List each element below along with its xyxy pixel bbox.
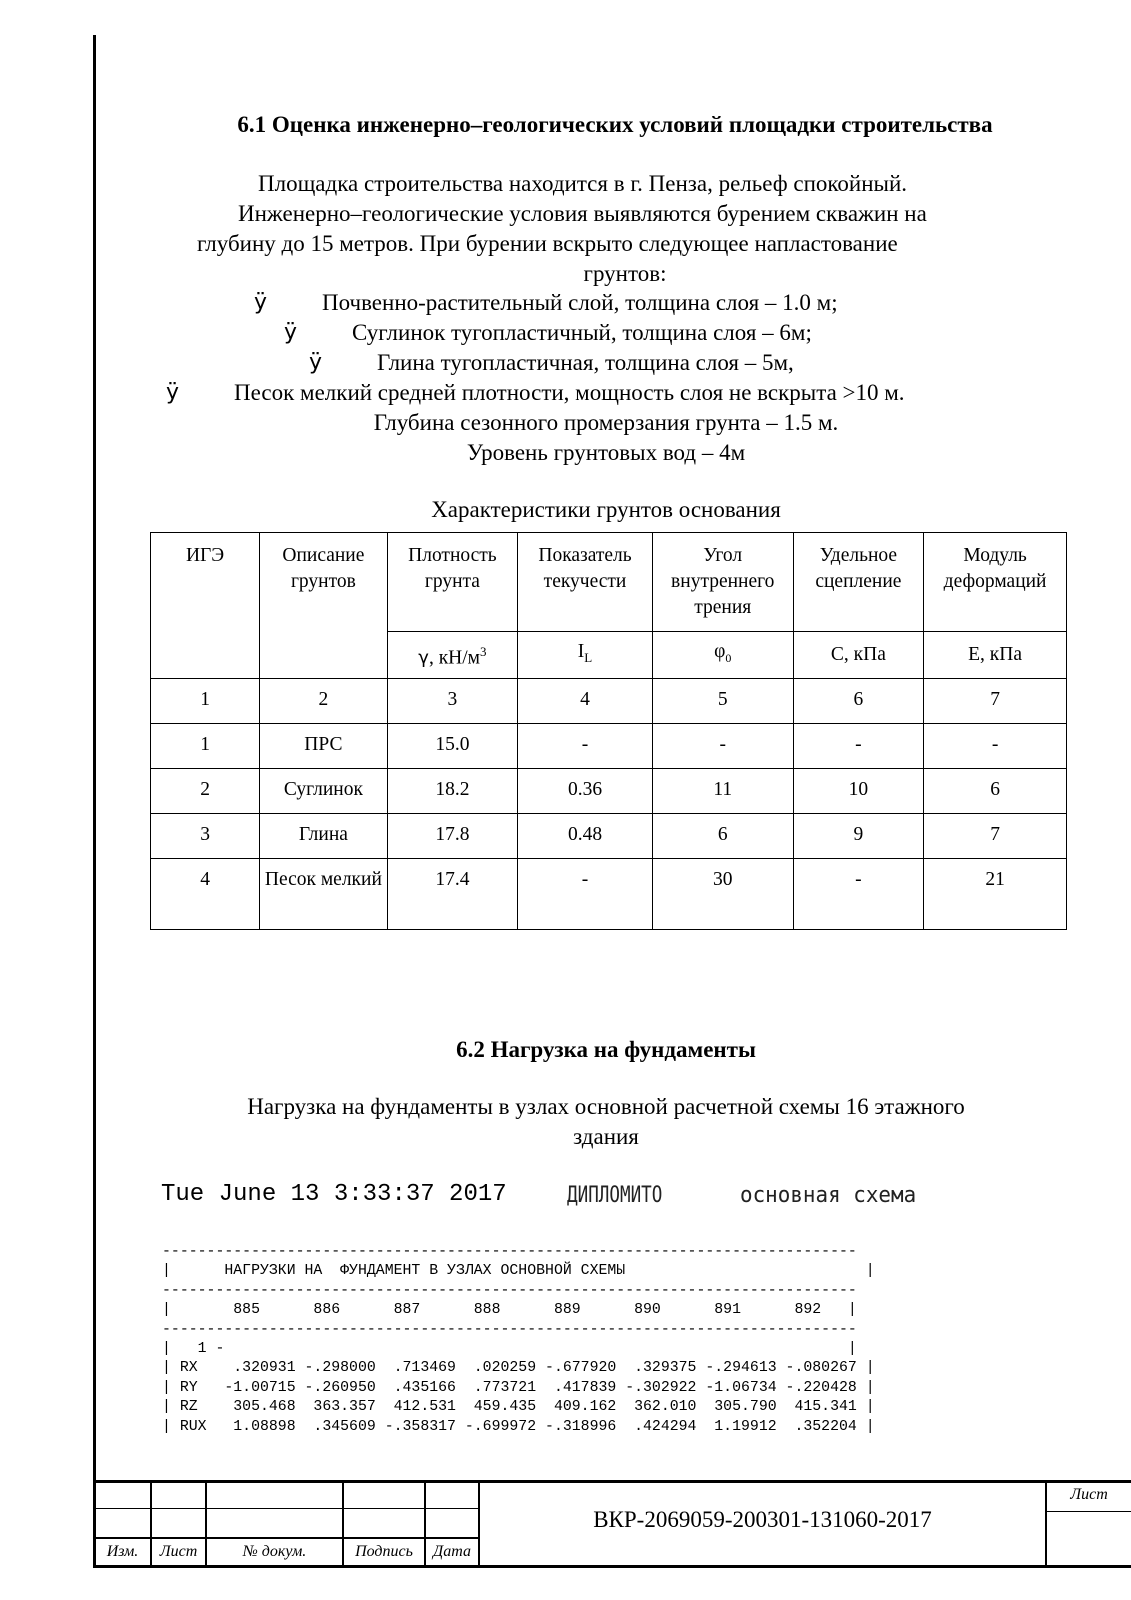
bullet-marker: ÿ [284,320,298,345]
table-cell: 4 [518,679,653,724]
geology-paragraph-line-1: Инженерно–геологические условия выявляются бурением скважин на [238,201,927,226]
groundwater-line: Уровень грунтовых вод – 4м [466,440,746,465]
table-cell: 6 [652,814,793,859]
unit-modulus: Е, кПа [924,632,1067,679]
table-cell: - [518,724,653,769]
section-heading-6-2: 6.2 Нагрузка на фундаменты [456,1037,756,1062]
foundation-loads-printout [162,1243,875,1437]
printout-line: | RZ 305.468 363.357 412.531 459.435 409.162 362.010 305.790 415.341 | [162,1399,875,1416]
table-cell: 6 [793,679,924,724]
printout-line: ------------------------------------------------------------------------------ [162,1321,857,1338]
printout-line: | RX .320931 -.298000 .713469 .020259 -.677920 .329375 -.294613 -.080267 | [162,1360,875,1377]
printout-date: Tue June 13 3:33:37 2017 [161,1181,507,1208]
stamp-label-signature: Подпись [355,1543,413,1560]
fluidity-symbol: I [577,641,585,663]
table-cell: 7 [924,679,1067,724]
table-cell: 1 [151,724,260,769]
loads-subtitle-line-1: Нагрузка на фундаменты в узлах основной расчетной схемы 16 этажного [247,1094,965,1119]
header-fluidity: Показатель текучести [518,533,653,632]
printout-line: | RUX 1.08898 .345609 -.358317 -.699972 -.318996 .424294 1.19912 .352204 | [162,1418,875,1435]
table-row [151,814,1067,859]
bullet-marker: ÿ [254,290,268,315]
table-cell: - [793,859,924,930]
table-cell: 2 [260,679,388,724]
table-cell: 0.48 [518,814,653,859]
stamp-label-doc-number: № докум. [242,1543,307,1560]
printout-project: ДИПЛОМИТО [567,1183,663,1208]
table-cell: 3 [387,679,518,724]
bullet-marker: ÿ [166,380,180,405]
document-code: ВКР-2069059-200301-131060-2017 [593,1507,932,1532]
density-unit: , кН/м [428,647,481,669]
table-cell: 6 [924,769,1067,814]
phi-symbol: φ [714,641,726,663]
printout-line: | 885 886 887 888 889 890 891 892 | [162,1302,857,1319]
stamp-bottom-line [93,1565,1131,1568]
freezing-depth-line: Глубина сезонного промерзания грунта – 1.5 м. [373,410,839,435]
density-unit-exponent: 3 [480,643,487,659]
table-cell: 2 [151,769,260,814]
table-cell: 9 [793,814,924,859]
table-cell: - [518,859,653,930]
table-cell: Суглинок [260,769,388,814]
table-cell: Песок мелкий [260,859,388,930]
geology-paragraph-line-2: глубину до 15 метров. При бурении вскрыто следующее напластование [197,231,898,256]
section-heading-6-1: 6.1 Оценка инженерно–геологических условий площадки строительства [237,112,993,137]
header-friction-angle: Угол внутреннего трения [652,533,793,632]
table-cell: 18.2 [387,769,518,814]
header-modulus: Модуль деформаций [924,533,1067,632]
table-header-row [151,533,1067,632]
phi-subscript: 0 [725,650,732,665]
stamp-top-line [93,1480,1131,1483]
table-cell: Глина [260,814,388,859]
table-row [151,859,1067,930]
table-cell: 17.8 [387,814,518,859]
table-cell: - [652,724,793,769]
unit-fluidity [518,632,653,679]
header-ige: ИГЭ [151,533,260,679]
table-cell: 1 [151,679,260,724]
unit-density [387,632,518,679]
stamp-sheet-divider [1045,1511,1131,1512]
header-description: Описание грунтов [260,533,388,679]
table-cell: 15.0 [387,724,518,769]
table-row [151,724,1067,769]
table-cell: 10 [793,769,924,814]
printout-line: ------------------------------------------------------------------------------ [162,1282,857,1299]
table-cell: 0.36 [518,769,653,814]
stamp-sheet-header: Лист [1070,1486,1108,1503]
printout-line: | RY -1.00715 -.260950 .435166 .773721 .417839 -.302922 -1.06734 -.220428 | [162,1379,875,1396]
unit-cohesion: С, кПа [793,632,924,679]
table-cell: - [793,724,924,769]
stamp-label-sheet: Лист [159,1543,198,1560]
table-cell: 4 [151,859,260,930]
printout-line: | 1 - | [162,1341,857,1358]
bullet-item-3: Глина тугопластичная, толщина слоя – 5м, [377,350,794,375]
table-cell: 7 [924,814,1067,859]
site-location-paragraph: Площадка строительства находится в г. Пенза, рельеф спокойный. [258,171,908,196]
stamp-label-change: Изм. [106,1543,139,1560]
table-cell: ПРС [260,724,388,769]
table-cell: - [924,724,1067,769]
printout-line: | НАГРУЗКИ НА ФУНДАМЕНТ В УЗЛАХ ОСНОВНОЙ СХЕМЫ | [162,1263,875,1280]
printout-scheme: основная схема [740,1183,917,1208]
bullet-item-4: Песок мелкий средней плотности, мощность слоя не вскрыта >10 м. [234,380,905,405]
table-cell: 3 [151,814,260,859]
table-cell: 17.4 [387,859,518,930]
gamma-symbol: γ [418,647,429,669]
soil-characteristics-table [150,532,1067,930]
bullet-item-2: Суглинок тугопластичный, толщина слоя – 6м; [352,320,812,345]
table-row [151,769,1067,814]
table-cell: 21 [924,859,1067,930]
header-cohesion: Удельное сцепление [793,533,924,632]
header-density: Плотность грунта [387,533,518,632]
loads-subtitle-line-2: здания [573,1124,639,1149]
table-cell: 30 [652,859,793,930]
table-cell: 11 [652,769,793,814]
frame-left-border [93,35,96,1567]
bullet-marker: ÿ [309,350,323,375]
table-row [151,679,1067,724]
bullet-item-1: Почвенно-растительный слой, толщина слоя – 1.0 м; [322,290,838,315]
geology-paragraph-line-3: грунтов: [583,261,667,286]
table-cell: 5 [652,679,793,724]
stamp-label-date: Дата [433,1543,471,1560]
fluidity-subscript: L [584,649,593,665]
table-caption: Характеристики грунтов основания [431,497,781,522]
unit-friction-angle [652,632,793,679]
printout-line: ------------------------------------------------------------------------------ [162,1244,857,1260]
